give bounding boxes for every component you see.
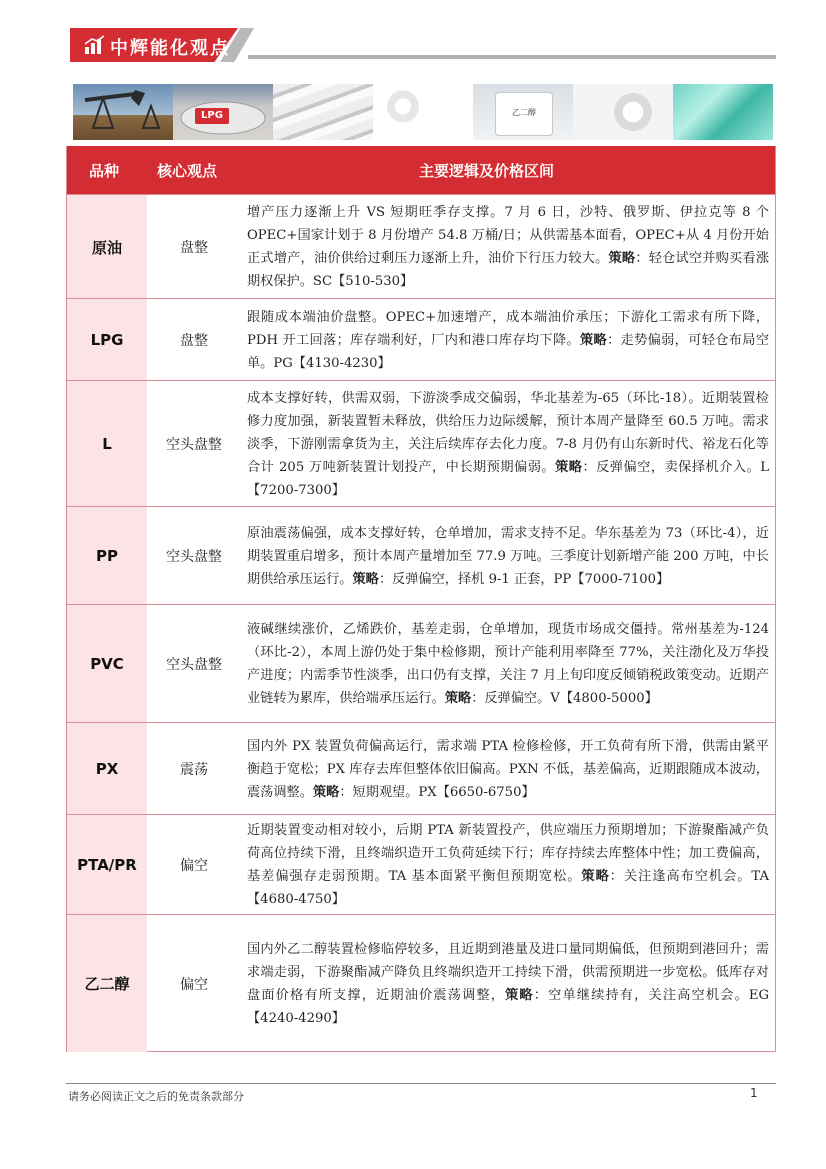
views-table xyxy=(66,146,776,1052)
variety-name: 原油 xyxy=(67,195,147,299)
variety-name: PVC xyxy=(67,605,147,723)
strategy-label: 策略 xyxy=(581,869,610,884)
footer-divider xyxy=(66,1083,776,1084)
core-view: 空头盘整 xyxy=(166,549,222,565)
table-row xyxy=(67,814,775,915)
header-logic: 主要逻辑及价格区间 xyxy=(419,162,555,180)
photo-pellets xyxy=(373,84,473,140)
header-variety: 品种 xyxy=(89,162,120,180)
variety-name: PTA/PR xyxy=(67,815,147,915)
product-photo-strip xyxy=(73,84,773,140)
table-row xyxy=(67,380,775,507)
lpg-tag: LPG xyxy=(195,108,229,124)
variety-name: LPG xyxy=(67,299,147,381)
photo-granules xyxy=(573,84,673,140)
core-view: 偏空 xyxy=(180,976,208,993)
core-view: 空头盘整 xyxy=(166,657,222,673)
logic-text: 近期装置变动相对较小，后期 PTA 新装置投产，供应端压力预期增加；下游聚酯减产负荷高位持续下滑，且终端织造开工负荷延续下行；库存持续去库整体中性；加工费偏高，基差偏强存走弱预期。TA 基本面紧平衡但预期宽松。策略：关注逢高布空机会。TA【4680-4750】 xyxy=(247,823,769,907)
oil-pump-icon xyxy=(73,84,173,140)
table-header xyxy=(67,146,775,194)
photo-pipes xyxy=(273,84,373,140)
photo-bottle xyxy=(473,84,573,140)
logic-text: 增产压力逐渐上升 VS 短期旺季存支撑。7 月 6 日，沙特、俄罗斯、伊拉克等 8 个 OPEC+国家计划于 8 月份增产 54.8 万桶/日；从供需基本面看，OPEC+从 4 月份开始正式增产，油价供给过剩压力逐渐上升，油价下行压力较大。策略：轻仓试空并购买看涨期权保护。SC【510-530】 xyxy=(247,205,770,289)
variety-name: 乙二醇 xyxy=(67,915,147,1052)
logic-text: 跟随成本端油价盘整。OPEC+加速增产，成本端油价承压；下游化工需求有所下降，PDH 开工回落；库存端利好，厂内和港口库存均下降。策略：走势偏弱，可轻仓布局空单。PG【4130-4230】 xyxy=(247,309,770,371)
strategy-label: 策略 xyxy=(505,987,534,1003)
header-banner xyxy=(70,28,776,62)
photo-lpg-tanks xyxy=(173,84,273,140)
strategy-label: 策略 xyxy=(555,459,583,475)
table-row xyxy=(67,298,775,381)
table-row xyxy=(67,914,775,1052)
table-row xyxy=(67,194,775,299)
bottle-label: 乙二醇 xyxy=(512,108,536,117)
logic-text: 国内外 PX 装置负荷偏高运行，需求端 PTA 检修检修，开工负荷有所下滑，供需由紧平衡趋于宽松；PX 库存去库但整体依旧偏高。PXN 不低，基差偏高，近期跟随成本波动，震荡调整。策略：短期观望。PX【6650-6750】 xyxy=(247,738,769,800)
strategy-label: 策略 xyxy=(352,571,379,587)
photo-oil-pump xyxy=(73,84,173,140)
variety-name: PX xyxy=(67,723,147,815)
strategy-label: 策略 xyxy=(608,251,636,266)
variety-name: L xyxy=(67,381,147,507)
banner-divider xyxy=(248,55,776,59)
table-row xyxy=(67,604,775,723)
header-core-view: 核心观点 xyxy=(157,162,218,180)
variety-name: PP xyxy=(67,507,147,605)
chart-logo-icon xyxy=(84,35,106,55)
report-title: 中辉能化观点 xyxy=(110,38,230,59)
core-view: 盘整 xyxy=(180,240,208,256)
strategy-label: 策略 xyxy=(444,691,472,706)
core-view: 震荡 xyxy=(180,762,208,778)
strategy-label: 策略 xyxy=(312,784,340,800)
logic-text: 成本支撑好转，供需双弱，下游淡季成交偏弱，华北基差为-65（环比-18）。近期装置检修力度加强，新装置暂未释放，供给压力边际缓解，预计本周产量降至 60.5 万吨。需求淡季，下游刚需拿货为主，关注后续库存去化力度。7-8 月仍有山东新时代、裕龙石化等合计 205 万吨新装置计划投产，中长期预期偏弱。策略：反弹偏空，卖保择机介入。L【7200-7300】 xyxy=(247,390,769,498)
photo-glass-sheets xyxy=(673,84,773,140)
table-row xyxy=(67,506,775,605)
logic-text: 液碱继续涨价，乙烯跌价，基差走弱，仓单增加，现货市场成交僵持。常州基差为-124（环比-2），本周上游仍处于集中检修期，预计产能利用率降至 77%，关注渤化及万华投产进度；内需季节性淡季，出口仍有支撑，关注 7 月上旬印度反倾销税政策变动。近期产业链转为累库，供给端承压运行。策略：反弹偏空。V【4800-5000】 xyxy=(247,622,769,706)
logic-text: 国内外乙二醇装置检修临停较多，且近期到港量及进口量同期偏低，但预期到港回升；需求端走弱，下游聚酯减产降负且终端织造开工持续下滑，供需预期进一步宽松。低库存对盘面价格有所支撑，近期油价震荡调整，策略：空单继续持有，关注高空机会。EG【4240-4290】 xyxy=(247,941,770,1026)
strategy-label: 策略 xyxy=(580,332,608,348)
page-number: 1 xyxy=(750,1086,758,1100)
table-row xyxy=(67,722,775,815)
logic-text: 原油震荡偏强，成本支撑好转，仓单增加，需求支持不足。华东基差为 73（环比-4），近期装置重启增多，预计本周产量增加至 77.9 万吨。三季度计划新增产能 200 万吨，中长期供给承压运行。策略：反弹偏空，择机 9-1 正套，PP【7000-7100】 xyxy=(247,525,769,587)
core-view: 偏空 xyxy=(180,858,208,874)
core-view: 空头盘整 xyxy=(166,437,222,453)
footer-disclaimer: 请务必阅读正文之后的免责条款部分 xyxy=(68,1090,244,1103)
core-view: 盘整 xyxy=(180,333,208,349)
